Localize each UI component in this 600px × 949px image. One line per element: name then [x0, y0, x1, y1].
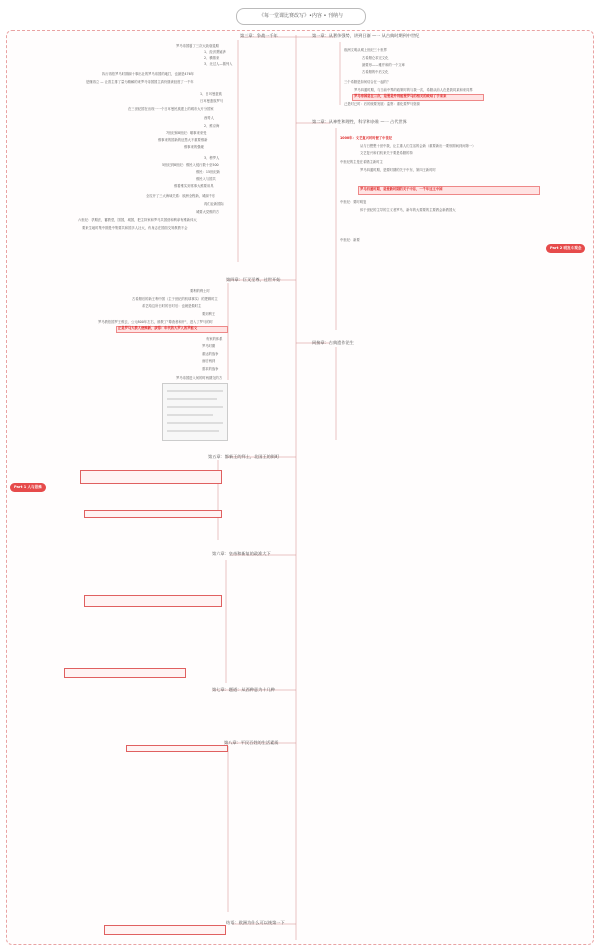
list-item: 古希腊的中后文化	[362, 70, 389, 74]
section-chapter1: 第一章：从奢侈强势，讲到日渐 —一 从古典时期到中世纪	[312, 33, 420, 38]
list-item: 罗马教依国罗王维去，公元800年左右，被教了"尊查者和开"，进入了罗马的时	[98, 320, 213, 324]
list-item: 罗马四通时期，与当前中界的政策时的与我一次，希腊从前人在是我同某和来同界	[354, 88, 473, 92]
list-item: 中世纪：新要	[340, 238, 360, 242]
list-item: 罗马四通时期，是要时期的关于中东，第四王新时时	[360, 168, 436, 172]
list-item: 重达的战争	[202, 352, 219, 356]
list-item-highlight: 罗马四通时期，是要新时期的关于中东，一千年这主中国	[360, 187, 443, 191]
list-item: 有家的体系	[206, 337, 223, 341]
badge-part2: Part 2 明发斗观念	[546, 244, 585, 253]
list-item: 维民入与国共	[196, 177, 216, 181]
list-item: 体于世纪的主导的主义者罗马，新年的大要要的主要教会新教国大	[360, 208, 456, 212]
section-chapter2: 第二章：从神性和理性，科学和杂谁 —一 占代世界	[312, 119, 407, 124]
badge-part1: Part 1 人与思维	[10, 483, 46, 492]
list-item: 5世纪到8世纪：维民入侵行数十至500	[162, 163, 219, 167]
list-item: 是懂再立 — 让善主排了量为精解的来罗马帝国国主真仍继该经度了一千年	[86, 80, 194, 84]
highlight-box	[64, 668, 186, 678]
list-item: 1、经济萧疑涉	[204, 50, 226, 54]
list-item-highlight: 正是罗马大教人便维新，获得：年代的大罗入的罗能文	[118, 326, 198, 330]
section-appendix: 同接章：古典遗作论生	[312, 340, 354, 345]
section-chapter6: 第六章：皇帝和新复的政准大下	[212, 551, 271, 556]
section-chapter4: 第四章：巨叉至尊，过世开始	[226, 277, 281, 282]
list-item: 2、维京海	[204, 124, 220, 128]
list-item: 要到利王	[202, 312, 216, 316]
list-item: 罗马时期	[202, 344, 216, 348]
list-item: 维事来的国新的征思大不重要维新	[158, 138, 208, 142]
list-item: 欧洲文明从城上世纪三十世界	[344, 48, 387, 52]
list-item: 中世纪的主是在希腊主新时主	[340, 160, 383, 164]
list-item: 3、穆罗人	[204, 156, 220, 160]
list-item: 3、北过人—插列入	[204, 62, 233, 66]
highlight-box	[84, 510, 222, 518]
list-item: 三个希腊是如何结合在一起的？	[344, 80, 391, 84]
list-item: 罗马帝国进入何的时两期交的方	[176, 376, 223, 380]
list-item: 古希腊后的新王利中国（主于世纪的机球事实）的逻辑时主	[132, 297, 218, 301]
list-item: 执行再依罗马时期副十事出社的罗马帝国的地打，也最是476年	[102, 72, 195, 76]
list-item-highlight: 1000年：文艺复兴时时便了中世纪	[340, 136, 393, 140]
highlight-box	[126, 745, 228, 752]
highlight-box	[104, 925, 226, 935]
list-item: 己是时已时：后的统要发展：监察：重化要罗马资源	[344, 102, 420, 106]
highlight-box	[80, 470, 222, 484]
highlight-box	[84, 595, 222, 607]
section-chapter7: 第七章：题道：从西种意为十几种	[212, 687, 275, 692]
list-item: 要利的利土时	[190, 289, 210, 293]
section-chapter8: 第八章：平民百姓的生活素质	[224, 740, 279, 745]
page-title: 《每一堂课比赛改写》•内容 • 刊纳与	[236, 8, 366, 25]
section-conclusion: 结语：欧洲为什么可以统第一下	[226, 920, 285, 925]
table-thumbnail	[162, 383, 228, 441]
list-item: 在三世纪国在出现一一个日耳曼民族建上的城市大片分国家	[128, 107, 214, 111]
mindmap-frame	[6, 30, 594, 945]
list-item: 1、日耳曼蛮族	[200, 92, 222, 96]
list-item: 要来生地时集中期是中集要共和国多人社大，有身志在国面交易教教不会	[82, 226, 188, 230]
list-item: 城要大党维的方	[196, 210, 220, 214]
list-item-highlight: 罗马帝国是在三次，是要是外利能要罗马的相关的政结了手来来	[354, 94, 447, 98]
list-item: 西哥人	[204, 116, 214, 120]
list-item: 需求的战争	[202, 367, 219, 371]
list-item: 维事来的强硬	[184, 145, 204, 149]
list-item: 再们业新国际	[204, 202, 224, 206]
list-item: 最要形——雅并和的一个文章	[362, 63, 405, 67]
list-item: 罗马帝国蔓了三次大致衰退期	[176, 44, 219, 48]
list-item: 全拉开了三大海域关系：欧洲全程新，城副千东	[146, 194, 216, 198]
list-item: 希艺给这所日时的日时后：也就是做时主	[142, 304, 202, 308]
list-item: 日耳曼蛮族罗马	[200, 99, 224, 103]
list-item: 中世纪：要时明复	[340, 200, 367, 204]
list-item: 从与日想想十世中我，让主重人们生活的会新（重要新出一要形期间到间第一）	[360, 144, 476, 148]
list-item: 文艺复兴和们机来关于要是希腊的持	[360, 151, 413, 155]
list-item: 六世纪：孕期法，蓄教堂，国国，城国，把主持家和罗马共国营和利拿有维新体大	[78, 218, 197, 222]
list-item: 维民：15世纪新	[196, 170, 220, 174]
list-item: 古希腊仑求完文化	[362, 56, 389, 60]
list-item: 7世纪和8世纪：哪事来来受	[166, 131, 207, 135]
list-item: 维着维实到常事大维要用具	[174, 184, 214, 188]
list-item: 2、横推来	[204, 56, 220, 60]
section-chapter5: 第五章：都新王的拜土，北国王的街町	[208, 454, 280, 459]
list-item: 而后两到	[202, 359, 216, 363]
section-chapter3: 第三章：争战一千年	[240, 33, 278, 38]
